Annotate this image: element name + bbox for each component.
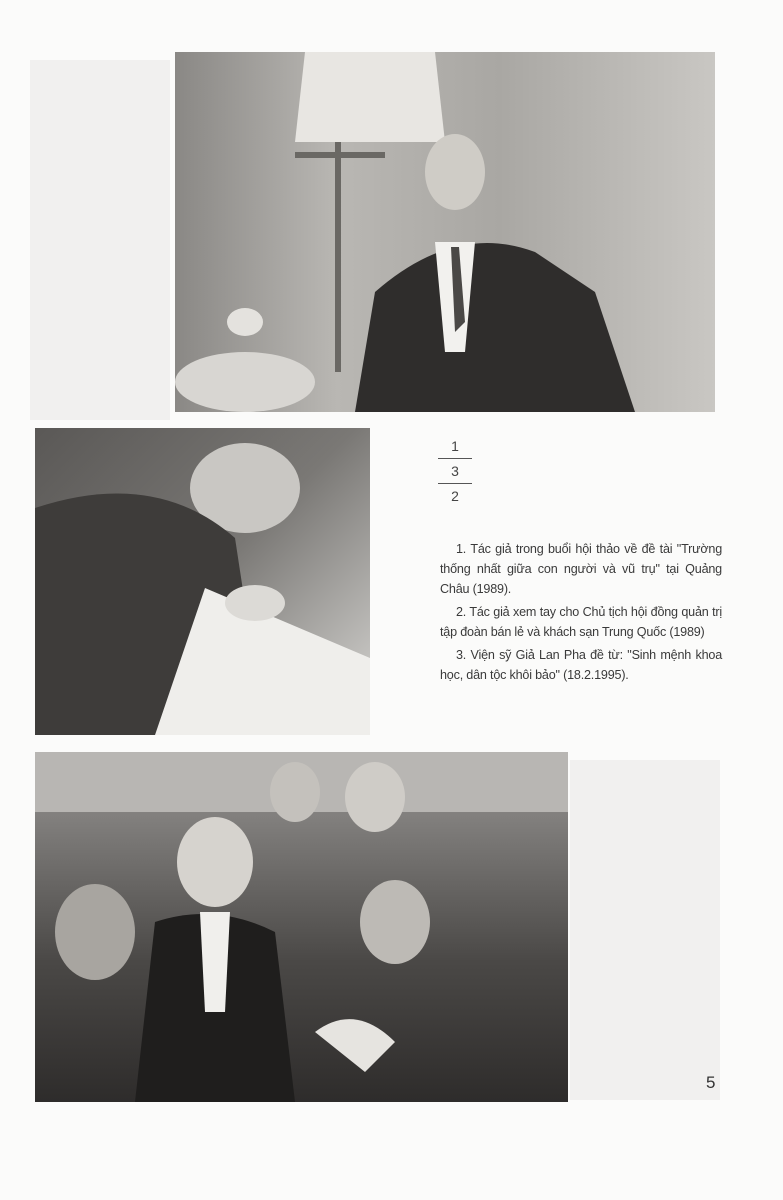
photo-captions	[440, 539, 722, 688]
show-through-left	[30, 60, 170, 420]
photo-2-palm-reading	[35, 428, 370, 735]
photo-3-group-meeting	[35, 752, 568, 1102]
figure-index	[438, 434, 472, 508]
page-number: 5	[706, 1073, 716, 1092]
figure-index-bottom: 2	[438, 483, 472, 508]
caption-1: 1. Tác giả trong buổi hội thảo về đề tài "Trường thống nhất giữa con người và vũ trụ" tại Quảng Châu (1989).	[440, 542, 722, 596]
figure-index-top: 1	[451, 438, 459, 454]
caption-3: 3. Viện sỹ Giả Lan Pha đề từ: "Sinh mệnh khoa học, dân tộc khôi bảo" (18.2.1995).	[440, 648, 722, 682]
figure-index-middle: 3	[438, 458, 472, 483]
show-through-right	[570, 760, 720, 1100]
caption-2: 2. Tác giả xem tay cho Chủ tịch hội đồng quản trị tập đoàn bán lẻ và khách sạn Trung Quốc (1989)	[440, 605, 722, 639]
photo-1-author-seated	[175, 52, 715, 412]
